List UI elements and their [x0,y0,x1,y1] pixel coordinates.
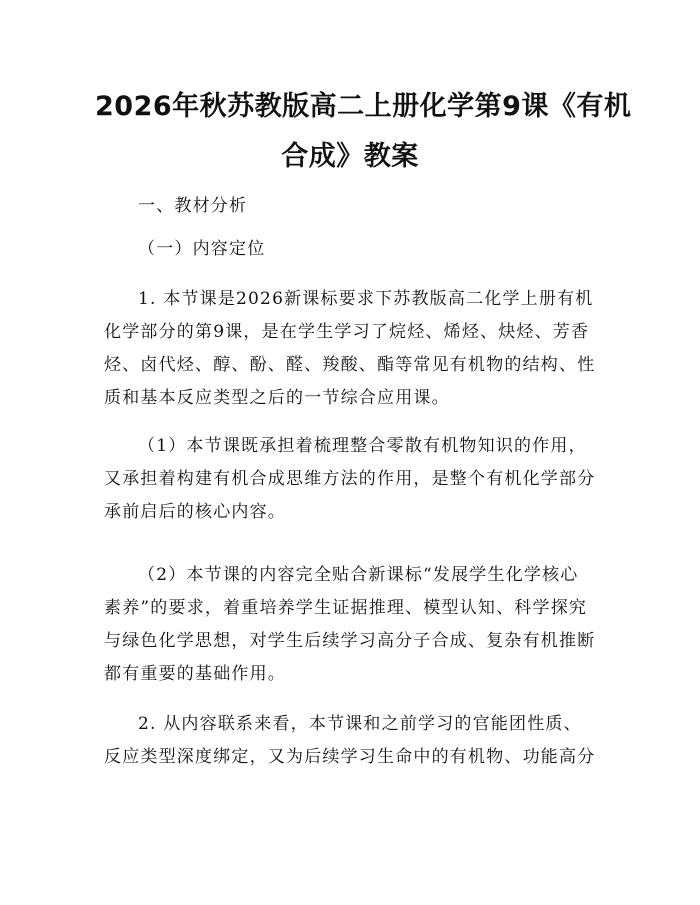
heading-text: 一、教材分析 [138,196,248,216]
paragraph-line: （1）本节课既承担着梳理整合零散有机物知识的作用， [138,436,587,456]
paragraph-line: 化学部分的第9课，是在学生学习了烷烃、烯烃、炔烃、芳香 [104,322,590,342]
heading-text: （一）内容定位 [138,239,266,259]
title-line: 2026年秋苏教版高二上册化学第9课《有机 [95,91,632,122]
paragraph-line: 承前启后的核心内容。 [104,502,286,522]
paragraph [104,283,600,415]
paragraph-line: 素养”的要求，着重培养学生证据推理、模型认知、科学探究 [104,598,588,618]
paragraph [104,559,600,691]
paragraph-line: 2. 从内容联系来看，本节课和之前学习的官能团性质、 [138,714,582,734]
paragraph-line: 又承担着构建有机合成思维方法的作用，是整个有机化学部分 [104,469,596,489]
paragraph-line: （2）本节课的内容完全贴合新课标“发展学生化学核心 [138,565,579,585]
document-title [95,82,632,182]
subsection-heading [138,233,634,266]
paragraph-line: 1. 本节课是2026新课标要求下苏教版高二化学上册有机 [138,289,594,309]
paragraph-line: 质和基本反应类型之后的一节综合应用课。 [104,388,450,408]
title-line: 合成》教案 [281,141,419,172]
paragraph-line: 与绿色化学思想，对学生后续学习高分子合成、复杂有机推断 [104,631,596,651]
paragraph [104,708,600,774]
paragraph-line: 反应类型深度绑定，又为后续学习生命中的有机物、功能高分 [104,747,596,767]
paragraph-line: 烃、卤代烃、醇、酚、醛、羧酸、酯等常见有机物的结构、性 [104,355,596,375]
paragraph-line: 都有重要的基础作用。 [104,664,286,684]
section-heading [138,190,634,223]
paragraph [104,430,600,529]
